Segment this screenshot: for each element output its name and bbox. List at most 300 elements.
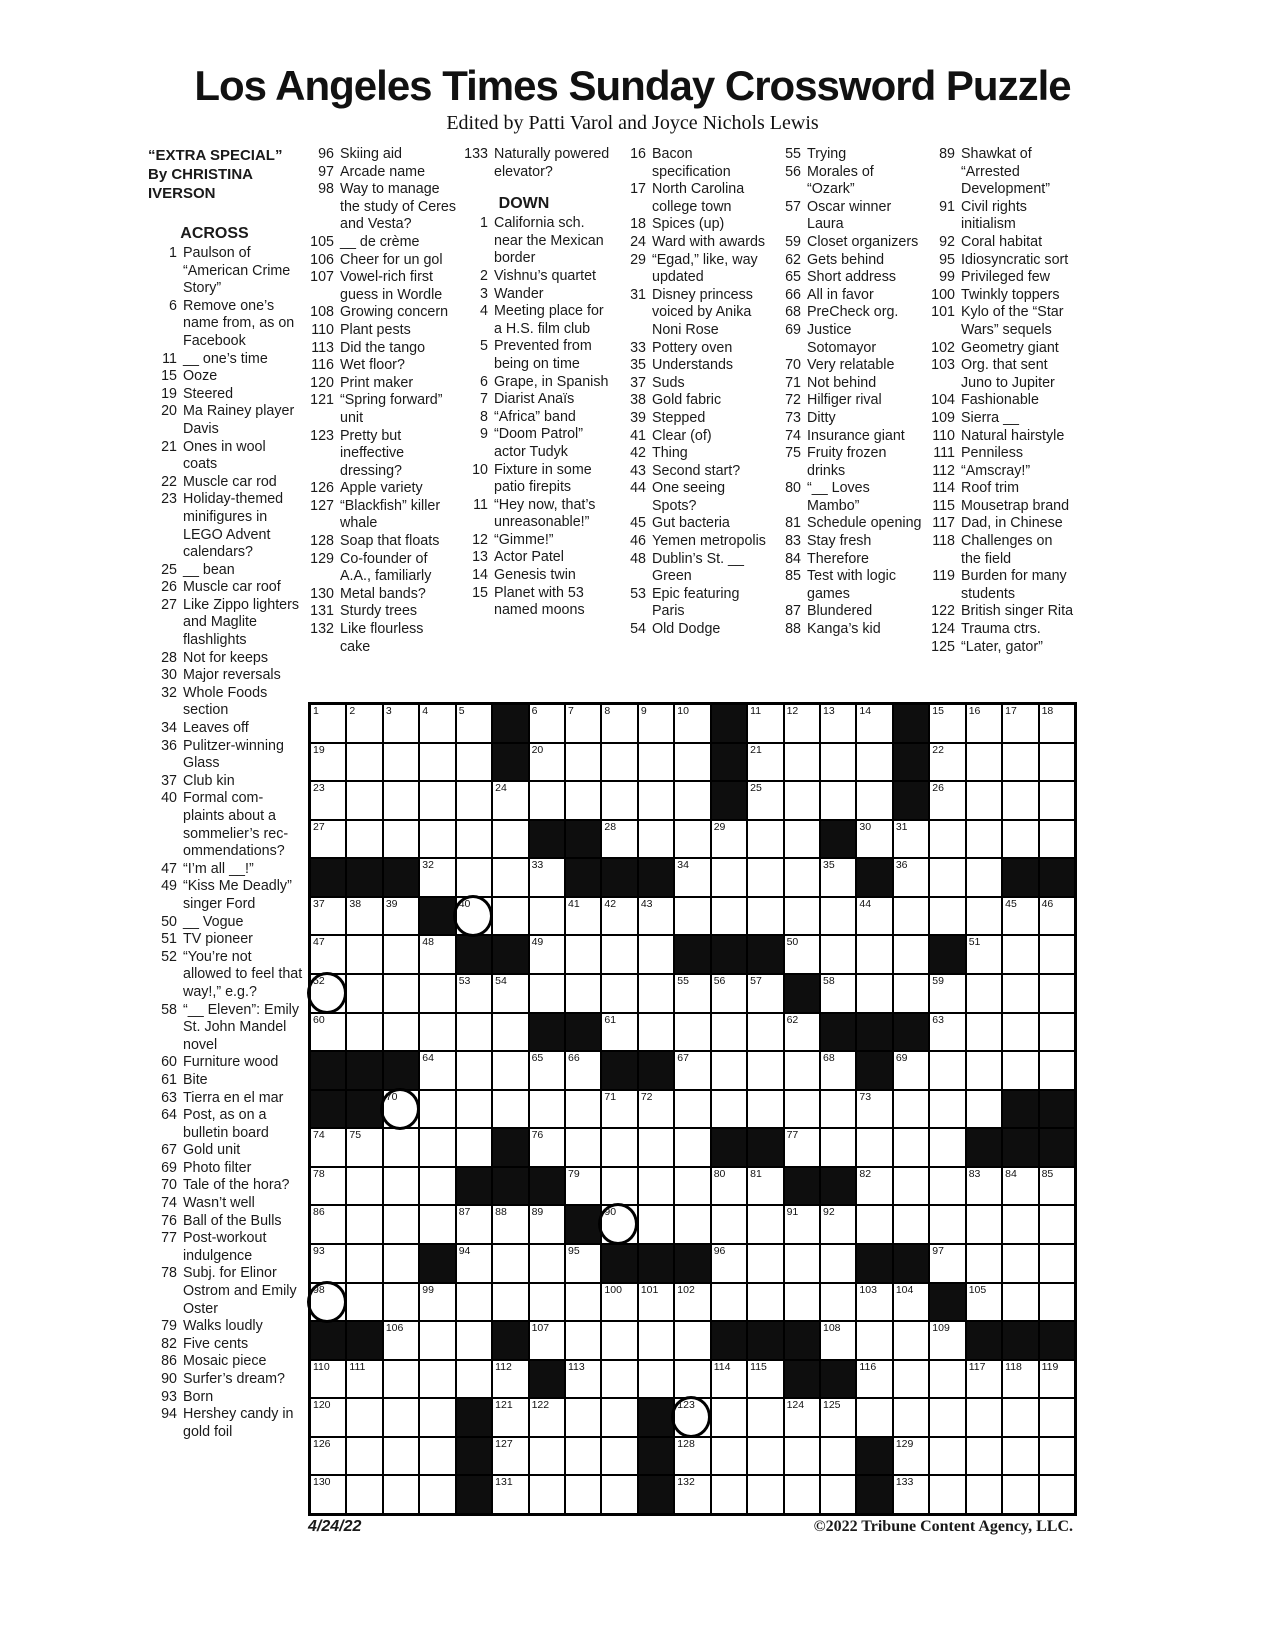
- clue-item[interactable]: [617, 480, 767, 515]
- grid-cell[interactable]: [529, 1051, 565, 1090]
- grid-cell[interactable]: [310, 1437, 346, 1476]
- grid-cell[interactable]: [529, 1205, 565, 1244]
- grid-cell[interactable]: [419, 820, 455, 859]
- grid-cell[interactable]: [966, 897, 1002, 936]
- grid-cell[interactable]: [820, 1437, 856, 1476]
- clue-item[interactable]: [772, 375, 922, 393]
- grid-cell[interactable]: [492, 974, 528, 1013]
- grid-cell[interactable]: [565, 974, 601, 1013]
- grid-cell[interactable]: [784, 1205, 820, 1244]
- grid-cell[interactable]: [601, 1475, 637, 1514]
- grid-cell[interactable]: [784, 1090, 820, 1129]
- grid-cell[interactable]: [747, 1013, 783, 1052]
- grid-cell[interactable]: [711, 1205, 747, 1244]
- clue-item[interactable]: [148, 1195, 303, 1213]
- grid-cell[interactable]: [638, 1321, 674, 1360]
- grid-cell[interactable]: [601, 1360, 637, 1399]
- grid-cell[interactable]: [674, 1475, 710, 1514]
- clue-item[interactable]: [772, 533, 922, 551]
- clue-item[interactable]: [617, 375, 767, 393]
- grid-cell[interactable]: [492, 1437, 528, 1476]
- clue-item[interactable]: [459, 215, 611, 268]
- grid-cell[interactable]: [601, 820, 637, 859]
- grid-cell[interactable]: [601, 1013, 637, 1052]
- grid-cell[interactable]: [820, 1051, 856, 1090]
- clue-item[interactable]: [148, 1318, 303, 1336]
- grid-cell[interactable]: [711, 820, 747, 859]
- grid-cell[interactable]: [820, 1128, 856, 1167]
- grid-cell[interactable]: [346, 781, 382, 820]
- clue-item[interactable]: [926, 304, 1076, 339]
- grid-cell[interactable]: [383, 1090, 419, 1129]
- grid-cell[interactable]: [784, 704, 820, 743]
- grid-cell[interactable]: [711, 1051, 747, 1090]
- grid-cell[interactable]: [456, 897, 492, 936]
- grid-cell[interactable]: [456, 1244, 492, 1283]
- grid-cell[interactable]: [419, 1321, 455, 1360]
- grid-cell[interactable]: [674, 743, 710, 782]
- clue-item[interactable]: [926, 445, 1076, 463]
- clue-item[interactable]: [459, 338, 611, 373]
- grid-cell[interactable]: [1039, 1360, 1075, 1399]
- clue-item[interactable]: [772, 603, 922, 621]
- grid-cell[interactable]: [893, 1090, 929, 1129]
- grid-cell[interactable]: [711, 897, 747, 936]
- grid-cell[interactable]: [419, 1437, 455, 1476]
- clue-item[interactable]: [305, 181, 457, 234]
- grid-cell[interactable]: [1039, 1437, 1075, 1476]
- clue-item[interactable]: [148, 914, 303, 932]
- grid-cell[interactable]: [856, 974, 892, 1013]
- grid-cell[interactable]: [856, 704, 892, 743]
- grid-cell[interactable]: [492, 1051, 528, 1090]
- grid-cell[interactable]: [638, 1283, 674, 1322]
- grid-cell[interactable]: [456, 743, 492, 782]
- grid-cell[interactable]: [674, 1398, 710, 1437]
- grid-cell[interactable]: [529, 704, 565, 743]
- grid-cell[interactable]: [966, 1051, 1002, 1090]
- clue-item[interactable]: [617, 234, 767, 252]
- grid-cell[interactable]: [966, 1244, 1002, 1283]
- grid-cell[interactable]: [492, 1205, 528, 1244]
- grid-cell[interactable]: [383, 1244, 419, 1283]
- grid-cell[interactable]: [601, 1321, 637, 1360]
- grid-cell[interactable]: [820, 1475, 856, 1514]
- grid-cell[interactable]: [638, 974, 674, 1013]
- grid-cell[interactable]: [966, 781, 1002, 820]
- clue-item[interactable]: [305, 586, 457, 604]
- grid-cell[interactable]: [893, 1128, 929, 1167]
- grid-cell[interactable]: [601, 1128, 637, 1167]
- clue-item[interactable]: [772, 234, 922, 252]
- grid-cell[interactable]: [529, 1128, 565, 1167]
- grid-cell[interactable]: [1039, 897, 1075, 936]
- grid-cell[interactable]: [747, 1090, 783, 1129]
- grid-cell[interactable]: [310, 1128, 346, 1167]
- grid-cell[interactable]: [456, 704, 492, 743]
- clue-item[interactable]: [148, 650, 303, 668]
- clue-item[interactable]: [926, 463, 1076, 481]
- grid-cell[interactable]: [820, 704, 856, 743]
- clue-item[interactable]: [459, 585, 611, 620]
- grid-cell[interactable]: [893, 1283, 929, 1322]
- grid-cell[interactable]: [1002, 820, 1038, 859]
- grid-cell[interactable]: [346, 1360, 382, 1399]
- grid-cell[interactable]: [929, 1321, 965, 1360]
- grid-cell[interactable]: [529, 781, 565, 820]
- clue-item[interactable]: [305, 621, 457, 656]
- clue-item[interactable]: [772, 287, 922, 305]
- clue-item[interactable]: [459, 549, 611, 567]
- grid-cell[interactable]: [674, 1321, 710, 1360]
- clue-item[interactable]: [305, 146, 457, 164]
- grid-cell[interactable]: [419, 935, 455, 974]
- clue-item[interactable]: [459, 303, 611, 338]
- clue-item[interactable]: [148, 720, 303, 738]
- grid-cell[interactable]: [419, 974, 455, 1013]
- clue-item[interactable]: [148, 298, 303, 351]
- grid-cell[interactable]: [492, 1360, 528, 1399]
- grid-cell[interactable]: [601, 1205, 637, 1244]
- clue-item[interactable]: [148, 738, 303, 773]
- grid-cell[interactable]: [966, 1398, 1002, 1437]
- grid-cell[interactable]: [456, 1013, 492, 1052]
- grid-cell[interactable]: [1002, 1205, 1038, 1244]
- clue-item[interactable]: [926, 568, 1076, 603]
- clue-item[interactable]: [459, 532, 611, 550]
- grid-cell[interactable]: [601, 743, 637, 782]
- grid-cell[interactable]: [674, 974, 710, 1013]
- grid-cell[interactable]: [346, 1283, 382, 1322]
- grid-cell[interactable]: [638, 1013, 674, 1052]
- grid-cell[interactable]: [674, 1437, 710, 1476]
- grid-cell[interactable]: [419, 1090, 455, 1129]
- clue-item[interactable]: [148, 1177, 303, 1195]
- clue-item[interactable]: [148, 1160, 303, 1178]
- grid-cell[interactable]: [529, 897, 565, 936]
- grid-cell[interactable]: [747, 1167, 783, 1206]
- grid-cell[interactable]: [966, 820, 1002, 859]
- grid-cell[interactable]: [784, 1244, 820, 1283]
- grid-cell[interactable]: [893, 1398, 929, 1437]
- grid-cell[interactable]: [820, 897, 856, 936]
- clue-item[interactable]: [459, 409, 611, 427]
- grid-cell[interactable]: [601, 974, 637, 1013]
- grid-cell[interactable]: [565, 1360, 601, 1399]
- grid-cell[interactable]: [383, 1013, 419, 1052]
- grid-cell[interactable]: [966, 974, 1002, 1013]
- grid-cell[interactable]: [929, 1475, 965, 1514]
- grid-cell[interactable]: [638, 1360, 674, 1399]
- grid-cell[interactable]: [1039, 820, 1075, 859]
- grid-cell[interactable]: [383, 935, 419, 974]
- clue-item[interactable]: [148, 403, 303, 438]
- grid-cell[interactable]: [711, 1398, 747, 1437]
- clue-item[interactable]: [305, 340, 457, 358]
- clue-item[interactable]: [926, 428, 1076, 446]
- grid-cell[interactable]: [638, 743, 674, 782]
- grid-cell[interactable]: [346, 935, 382, 974]
- grid-cell[interactable]: [638, 935, 674, 974]
- grid-cell[interactable]: [1002, 935, 1038, 974]
- grid-cell[interactable]: [346, 1205, 382, 1244]
- clue-item[interactable]: [148, 597, 303, 650]
- grid-cell[interactable]: [310, 1244, 346, 1283]
- clue-item[interactable]: [617, 146, 767, 181]
- grid-cell[interactable]: [638, 781, 674, 820]
- grid-cell[interactable]: [1002, 781, 1038, 820]
- clue-item[interactable]: [772, 164, 922, 199]
- grid-cell[interactable]: [565, 935, 601, 974]
- clue-item[interactable]: [305, 269, 457, 304]
- grid-cell[interactable]: [601, 781, 637, 820]
- grid-cell[interactable]: [747, 1051, 783, 1090]
- grid-cell[interactable]: [492, 1283, 528, 1322]
- grid-cell[interactable]: [929, 1128, 965, 1167]
- grid-cell[interactable]: [419, 1283, 455, 1322]
- grid-cell[interactable]: [383, 1475, 419, 1514]
- grid-cell[interactable]: [856, 1398, 892, 1437]
- grid-cell[interactable]: [601, 1167, 637, 1206]
- grid-cell[interactable]: [674, 1283, 710, 1322]
- grid-cell[interactable]: [856, 1360, 892, 1399]
- grid-cell[interactable]: [383, 1398, 419, 1437]
- grid-cell[interactable]: [638, 1128, 674, 1167]
- clue-item[interactable]: [148, 351, 303, 369]
- grid-cell[interactable]: [310, 974, 346, 1013]
- grid-cell[interactable]: [565, 1051, 601, 1090]
- clue-item[interactable]: [617, 463, 767, 481]
- grid-cell[interactable]: [674, 858, 710, 897]
- grid-cell[interactable]: [419, 1051, 455, 1090]
- grid-cell[interactable]: [565, 1167, 601, 1206]
- grid-cell[interactable]: [383, 1128, 419, 1167]
- grid-cell[interactable]: [419, 1128, 455, 1167]
- grid-cell[interactable]: [529, 974, 565, 1013]
- grid-cell[interactable]: [1039, 704, 1075, 743]
- clue-item[interactable]: [772, 252, 922, 270]
- grid-cell[interactable]: [893, 897, 929, 936]
- grid-cell[interactable]: [893, 974, 929, 1013]
- grid-cell[interactable]: [565, 1321, 601, 1360]
- clue-item[interactable]: [148, 878, 303, 913]
- grid-cell[interactable]: [529, 1398, 565, 1437]
- clue-item[interactable]: [926, 357, 1076, 392]
- grid-cell[interactable]: [784, 1398, 820, 1437]
- grid-cell[interactable]: [310, 1398, 346, 1437]
- clue-item[interactable]: [305, 480, 457, 498]
- grid-cell[interactable]: [929, 1398, 965, 1437]
- grid-cell[interactable]: [1039, 1244, 1075, 1283]
- grid-cell[interactable]: [565, 897, 601, 936]
- grid-cell[interactable]: [456, 781, 492, 820]
- grid-cell[interactable]: [383, 974, 419, 1013]
- grid-cell[interactable]: [966, 743, 1002, 782]
- grid-cell[interactable]: [929, 1205, 965, 1244]
- grid-cell[interactable]: [529, 1475, 565, 1514]
- grid-cell[interactable]: [1002, 1167, 1038, 1206]
- clue-item[interactable]: [148, 1002, 303, 1055]
- grid-cell[interactable]: [711, 858, 747, 897]
- clue-item[interactable]: [148, 1265, 303, 1318]
- grid-cell[interactable]: [674, 1360, 710, 1399]
- grid-cell[interactable]: [747, 1283, 783, 1322]
- grid-cell[interactable]: [529, 1437, 565, 1476]
- grid-cell[interactable]: [820, 974, 856, 1013]
- clue-item[interactable]: [926, 603, 1076, 621]
- clue-item[interactable]: [772, 428, 922, 446]
- grid-cell[interactable]: [747, 974, 783, 1013]
- grid-cell[interactable]: [383, 704, 419, 743]
- clue-item[interactable]: [148, 1389, 303, 1407]
- grid-cell[interactable]: [856, 1090, 892, 1129]
- grid-cell[interactable]: [929, 1167, 965, 1206]
- grid-cell[interactable]: [711, 1475, 747, 1514]
- grid-cell[interactable]: [893, 858, 929, 897]
- grid-cell[interactable]: [565, 743, 601, 782]
- clue-item[interactable]: [305, 322, 457, 340]
- grid-cell[interactable]: [1039, 1283, 1075, 1322]
- grid-cell[interactable]: [929, 704, 965, 743]
- grid-cell[interactable]: [346, 1475, 382, 1514]
- clue-item[interactable]: [926, 146, 1076, 199]
- grid-cell[interactable]: [674, 704, 710, 743]
- grid-cell[interactable]: [747, 1437, 783, 1476]
- grid-cell[interactable]: [383, 1360, 419, 1399]
- grid-cell[interactable]: [929, 820, 965, 859]
- grid-cell[interactable]: [893, 1321, 929, 1360]
- grid-cell[interactable]: [784, 820, 820, 859]
- clue-item[interactable]: [926, 639, 1076, 657]
- grid-cell[interactable]: [383, 1437, 419, 1476]
- grid-cell[interactable]: [856, 1128, 892, 1167]
- grid-cell[interactable]: [346, 820, 382, 859]
- grid-cell[interactable]: [1039, 1013, 1075, 1052]
- clue-item[interactable]: [926, 269, 1076, 287]
- grid-cell[interactable]: [674, 1205, 710, 1244]
- clue-item[interactable]: [459, 497, 611, 532]
- grid-cell[interactable]: [492, 1244, 528, 1283]
- clue-item[interactable]: [926, 340, 1076, 358]
- grid-cell[interactable]: [419, 781, 455, 820]
- grid-cell[interactable]: [747, 1205, 783, 1244]
- grid-cell[interactable]: [638, 820, 674, 859]
- grid-cell[interactable]: [784, 1283, 820, 1322]
- grid-cell[interactable]: [1039, 974, 1075, 1013]
- clue-item[interactable]: [772, 322, 922, 357]
- clue-item[interactable]: [148, 1090, 303, 1108]
- grid-cell[interactable]: [784, 858, 820, 897]
- grid-cell[interactable]: [492, 781, 528, 820]
- grid-cell[interactable]: [456, 1051, 492, 1090]
- grid-cell[interactable]: [784, 781, 820, 820]
- grid-cell[interactable]: [966, 1437, 1002, 1476]
- clue-item[interactable]: [772, 199, 922, 234]
- grid-cell[interactable]: [856, 781, 892, 820]
- grid-cell[interactable]: [310, 1360, 346, 1399]
- grid-cell[interactable]: [310, 1475, 346, 1514]
- clue-item[interactable]: [926, 410, 1076, 428]
- clue-item[interactable]: [148, 245, 303, 298]
- grid-cell[interactable]: [565, 1283, 601, 1322]
- clue-item[interactable]: [772, 304, 922, 322]
- grid-cell[interactable]: [674, 1090, 710, 1129]
- clue-item[interactable]: [772, 568, 922, 603]
- clue-item[interactable]: [148, 931, 303, 949]
- grid-cell[interactable]: [747, 1475, 783, 1514]
- grid-cell[interactable]: [383, 820, 419, 859]
- grid-cell[interactable]: [966, 858, 1002, 897]
- grid-cell[interactable]: [492, 1013, 528, 1052]
- grid-cell[interactable]: [456, 1090, 492, 1129]
- grid-cell[interactable]: [419, 1360, 455, 1399]
- grid-cell[interactable]: [966, 1013, 1002, 1052]
- grid-cell[interactable]: [492, 897, 528, 936]
- grid-cell[interactable]: [711, 1437, 747, 1476]
- clue-item[interactable]: [148, 562, 303, 580]
- clue-item[interactable]: [617, 621, 767, 639]
- grid-cell[interactable]: [929, 743, 965, 782]
- clue-item[interactable]: [459, 286, 611, 304]
- grid-cell[interactable]: [893, 820, 929, 859]
- clue-item[interactable]: [148, 1142, 303, 1160]
- grid-cell[interactable]: [456, 1360, 492, 1399]
- grid-cell[interactable]: [1039, 1167, 1075, 1206]
- grid-cell[interactable]: [711, 974, 747, 1013]
- grid-cell[interactable]: [346, 1244, 382, 1283]
- grid-cell[interactable]: [1002, 1283, 1038, 1322]
- grid-cell[interactable]: [529, 935, 565, 974]
- grid-cell[interactable]: [820, 781, 856, 820]
- grid-cell[interactable]: [529, 858, 565, 897]
- grid-cell[interactable]: [747, 1360, 783, 1399]
- grid-cell[interactable]: [310, 1205, 346, 1244]
- grid-cell[interactable]: [310, 781, 346, 820]
- clue-item[interactable]: [617, 287, 767, 340]
- clue-item[interactable]: [772, 551, 922, 569]
- grid-cell[interactable]: [456, 974, 492, 1013]
- clue-item[interactable]: [148, 861, 303, 879]
- clue-item[interactable]: [148, 790, 303, 860]
- clue-item[interactable]: [148, 1213, 303, 1231]
- grid-cell[interactable]: [601, 704, 637, 743]
- clue-item[interactable]: [617, 392, 767, 410]
- clue-item[interactable]: [148, 386, 303, 404]
- grid-cell[interactable]: [1002, 1360, 1038, 1399]
- grid-cell[interactable]: [310, 1283, 346, 1322]
- grid-cell[interactable]: [346, 1437, 382, 1476]
- clue-item[interactable]: [459, 426, 611, 461]
- clue-item[interactable]: [305, 164, 457, 182]
- clue-item[interactable]: [148, 474, 303, 492]
- grid-cell[interactable]: [1039, 743, 1075, 782]
- clue-item[interactable]: [772, 410, 922, 428]
- grid-cell[interactable]: [1002, 1475, 1038, 1514]
- grid-cell[interactable]: [747, 897, 783, 936]
- clue-item[interactable]: [305, 234, 457, 252]
- grid-cell[interactable]: [419, 1205, 455, 1244]
- grid-cell[interactable]: [492, 1475, 528, 1514]
- grid-cell[interactable]: [1039, 1398, 1075, 1437]
- grid-cell[interactable]: [929, 974, 965, 1013]
- grid-cell[interactable]: [346, 1398, 382, 1437]
- grid-cell[interactable]: [966, 1167, 1002, 1206]
- clue-item[interactable]: [617, 410, 767, 428]
- grid-cell[interactable]: [747, 704, 783, 743]
- grid-cell[interactable]: [638, 1205, 674, 1244]
- grid-cell[interactable]: [711, 1167, 747, 1206]
- clue-item[interactable]: [148, 368, 303, 386]
